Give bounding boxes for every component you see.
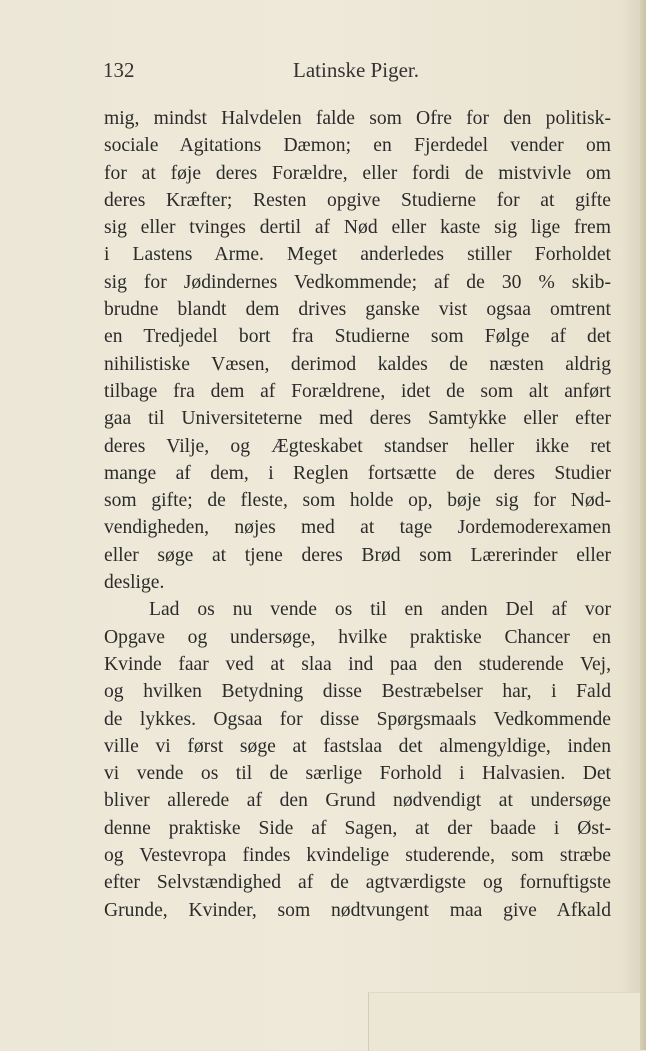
text-line: efter Selvstændighed af de agtværdigste og fornuftigste [104,872,611,894]
text-line: mange af dem, i Reglen fortsætte de deres Studier [104,462,611,484]
text-line: sig for Jødindernes Vedkommende; af de 30 % skib- [104,271,611,293]
text-line: tilbage fra dem af Forældrene, idet de som alt anført [104,380,611,402]
text-line: deres Vilje, og Ægteskabet standser heller ikke ret [104,435,611,457]
text-line: for at føje deres Forældre, eller fordi de mistvivle om [104,162,611,184]
page-number: 132 [103,58,135,82]
text-line: Grunde, Kvinder, som nødtvungent maa give Afkald [104,899,611,921]
text-line: bliver allerede af den Grund nødvendigt at undersøge [104,790,611,812]
text-line: Lad os nu vende os til en anden Del af vor [149,599,611,621]
text-line: de lykkes. Ogsaa for disse Spørgsmaals Vedkommende [104,708,611,730]
text-line: deslige. [104,572,165,594]
text-line: vi vende os til de særlige Forhold i Halvasien. Det [104,763,611,785]
text-line: og Vestevropa findes kvindelige studerende, som stræbe [104,845,611,867]
text-line: ville vi først søge at fastslaa det almengyldige, inden [104,735,611,757]
text-line: brudne blandt dem drives ganske vist ogsaa omtrent [104,299,611,321]
page-header [103,58,583,88]
text-line: nihilistiske Væsen, derimod kaldes de næsten aldrig [104,353,611,375]
text-line: vendigheden, nøjes med at tage Jordemoderexamen [104,517,611,539]
text-line: mig, mindst Halvdelen falde som Ofre for den politisk- [104,108,611,129]
body-text [104,105,611,924]
text-line: sociale Agitations Dæmon; en Fjerdedel vender om [104,135,611,157]
text-line: Kvinde faar ved at slaa ind paa den studerende Vej, [104,653,611,675]
text-line: og hvilken Betydning disse Bestræbelser har, i Fald [104,681,611,703]
text-line: denne praktiske Side af Sagen, at der baade i Øst- [104,817,611,839]
text-line: som gifte; de fleste, som holde op, bøje sig for Nød- [104,490,611,512]
text-line: eller søge at tjene deres Brød som Lærerinder eller [104,544,611,566]
text-line: sig eller tvinges dertil af Nød eller kaste sig lige frem [104,217,611,239]
text-line: deres Kræfter; Resten opgive Studierne for at gifte [104,189,611,211]
running-title: Latinske Piger. [293,58,419,82]
page-edge [640,0,646,1050]
text-line: gaa til Universiteterne med deres Samtykke eller efter [104,408,611,430]
text-line: en Tredjedel bort fra Studierne som Følge af det [104,326,611,348]
text-line: i Lastens Arme. Meget anderledes stiller Forholdet [104,244,611,266]
paper-slip [368,992,646,1051]
text-line: Opgave og undersøge, hvilke praktiske Chancer en [104,626,611,648]
